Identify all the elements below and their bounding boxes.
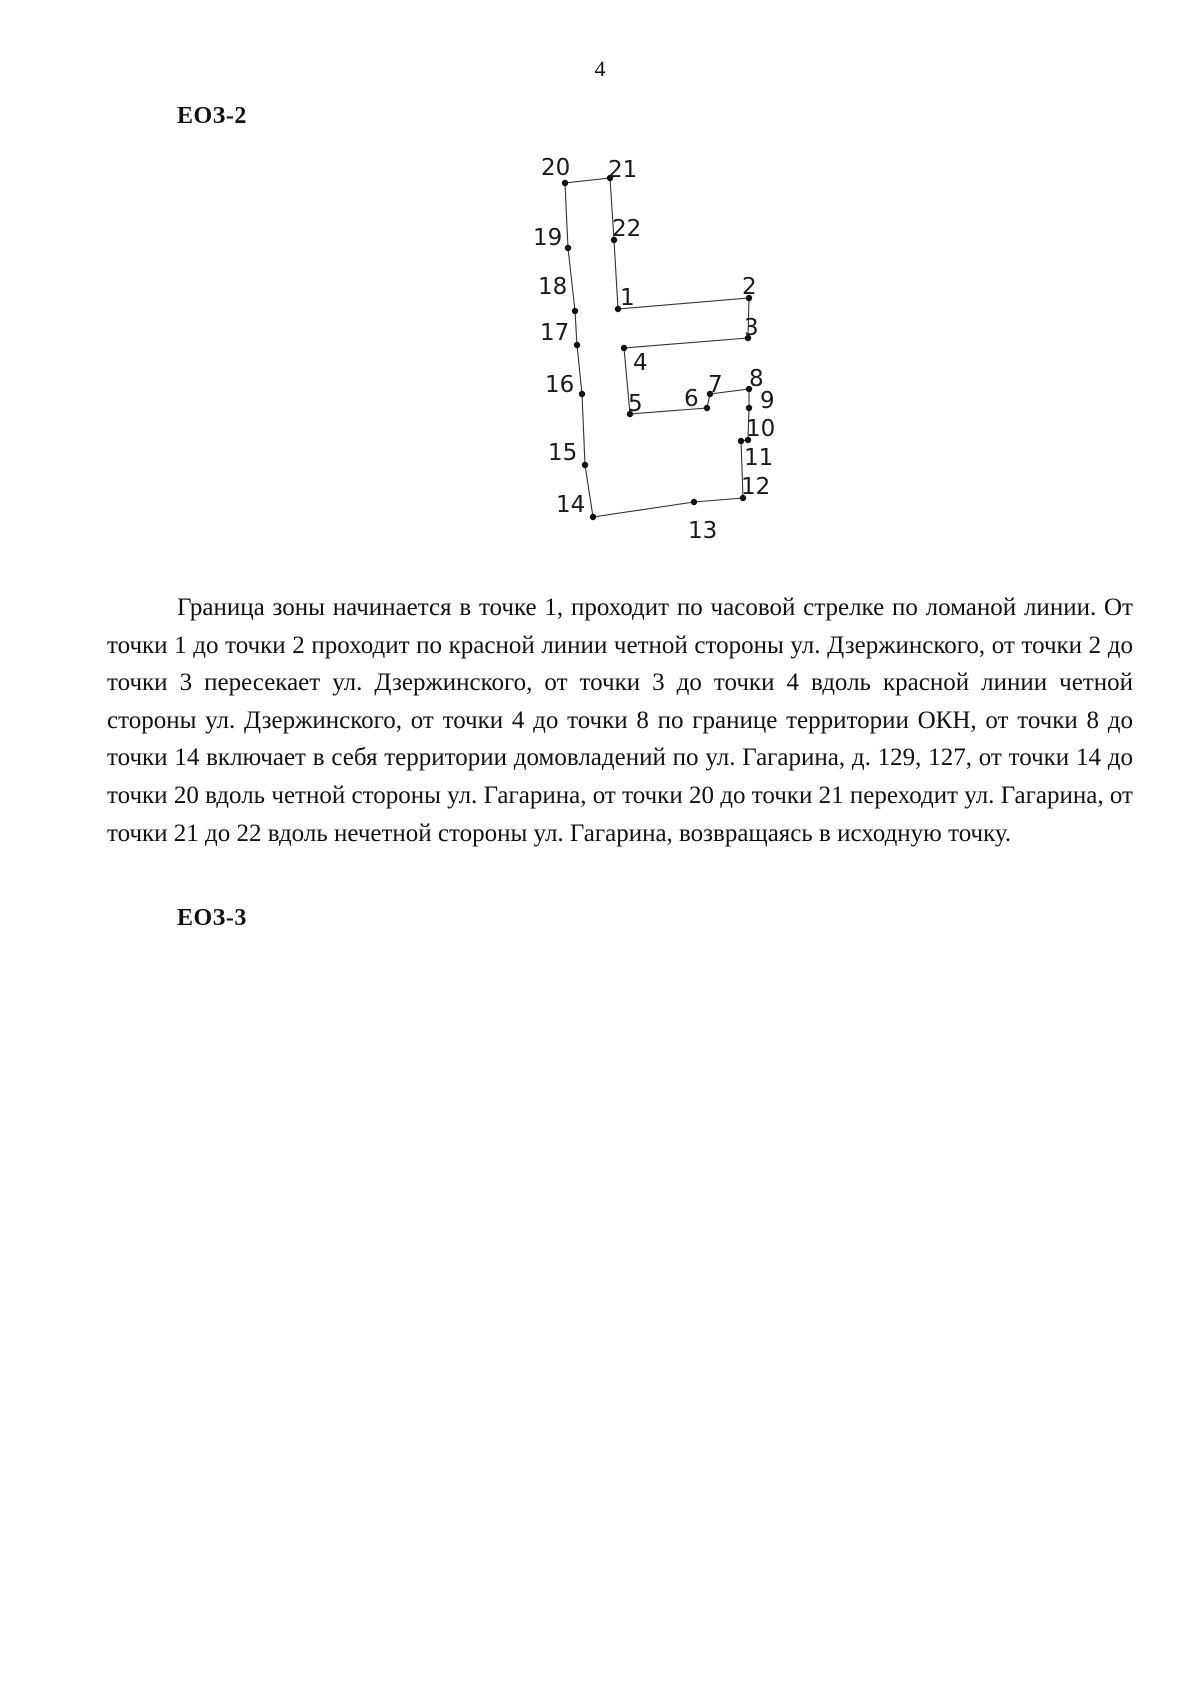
vertex-label-4: 4 [633,350,648,376]
vertex-point-16 [579,391,585,397]
vertex-label-16: 16 [545,372,575,398]
vertex-point-13 [691,499,697,505]
vertex-label-22: 22 [612,216,642,242]
vertex-label-2: 2 [742,274,757,300]
vertex-point-18 [572,308,578,314]
vertex-label-3: 3 [744,315,759,341]
section-heading-eoz-3: ЕОЗ-3 [177,905,247,931]
vertex-label-1: 1 [620,285,635,311]
vertex-point-17 [574,342,580,348]
vertex-label-15: 15 [548,440,578,466]
vertex-label-18: 18 [538,274,568,300]
vertex-label-10: 10 [746,416,776,442]
vertex-markers [562,175,752,520]
vertex-point-19 [565,245,571,251]
zone-boundary-scheme [0,0,1200,560]
vertex-label-8: 8 [749,366,764,392]
vertex-label-7: 7 [708,372,723,398]
vertex-label-5: 5 [628,391,643,417]
vertex-point-6 [704,405,710,411]
vertex-point-15 [582,462,588,468]
vertex-point-4 [621,345,627,351]
vertex-label-17: 17 [540,320,570,346]
vertex-label-20: 20 [541,155,571,181]
vertex-label-11: 11 [744,445,774,471]
vertex-label-6: 6 [684,386,699,412]
boundary-description: Граница зоны начинается в точке 1, проходит по часовой стрелке по ломаной линии. От точки 1 до точки 2 проходит по красной линии четной стороны ул. Дзержинского, от точки 2 до точки 3 пересекает ул. Дзержинского, от точки 3 до точки 4 вдоль красной линии четной стороны ул. Дзержинского, от точки 4 до точки 8 по границе территории ОКН, от точки 8 до точки 14 включает в себя территории домовладений по ул. Гагарина, д. 129, 127, от точки 14 до точки 20 вдоль четной стороны ул. Гагарина, от точки 20 до точки 21 переходит ул. Гагарина, от точки 21 до 22 вдоль нечетной стороны ул. Гагарина, возвращаясь в исходную точку. [107,594,1133,847]
section-heading-eoz-2: ЕОЗ-2 [177,103,247,129]
vertex-point-9 [746,405,752,411]
zone-boundary-line [565,178,749,517]
vertex-label-12: 12 [741,474,771,500]
vertex-label-21: 21 [608,157,638,183]
vertex-point-14 [590,514,596,520]
vertex-label-9: 9 [760,388,775,414]
vertex-point-11 [738,438,744,444]
vertex-label-19: 19 [533,225,563,251]
page-number: 4 [594,56,606,81]
vertex-label-13: 13 [688,518,718,544]
vertex-label-14: 14 [556,492,586,518]
vertex-labels [533,155,775,544]
